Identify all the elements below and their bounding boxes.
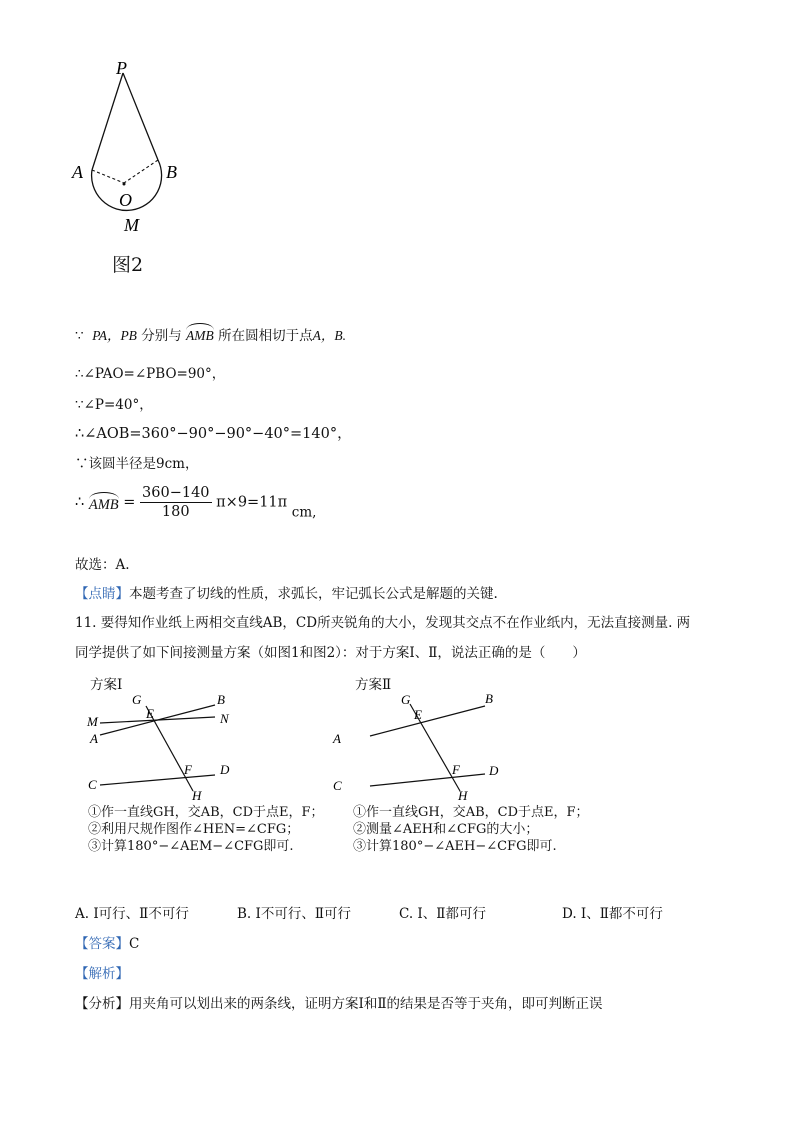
comment-tag: 【点睛】	[75, 586, 129, 602]
q11-line-2: 同学提供了如下间接测量方案（如图1和图2）：对于方案Ⅰ、Ⅱ，说法正确的是（ ）	[75, 645, 586, 661]
comment-text: 本题考查了切线的性质，求弧长，牢记弧长公式是解题的关键.	[129, 586, 498, 602]
line-CD	[100, 775, 215, 785]
p1-label-C: C	[88, 777, 97, 792]
p2-label-C: C	[333, 778, 342, 793]
p2-label-A: A	[333, 731, 341, 746]
p1-label-A: A	[90, 731, 98, 746]
option-D[interactable]: D. Ⅰ、Ⅱ都不可行	[562, 906, 663, 922]
fenxi-text: 用夹角可以划出来的两条线，证明方案Ⅰ和Ⅱ的结果是否等于夹角，即可判断正误	[129, 996, 603, 1012]
solution-line-3: ∵∠P=40°，	[75, 397, 153, 413]
solution-line-2: ∴∠PAO=∠PBO=90°，	[75, 366, 226, 382]
p1-label-G: G	[132, 692, 142, 707]
answer-line	[75, 935, 139, 953]
choice-line: 故选：A.	[75, 557, 130, 573]
p2-label-E: E	[414, 707, 422, 722]
radius-OA	[92, 170, 124, 183]
p2-label-G: G	[401, 692, 411, 707]
segment-PA	[92, 73, 123, 170]
label-O: O	[119, 190, 132, 210]
p2-label-B: B	[485, 691, 493, 706]
option-A[interactable]: A. Ⅰ可行、Ⅱ不可行	[75, 906, 189, 922]
p2-label-F: F	[452, 762, 460, 777]
fenxi-line	[75, 995, 603, 1013]
plan2-step-1: ①作一直线GH，交AB，CD于点E，F；	[353, 805, 589, 820]
answer-value: C	[129, 936, 140, 952]
option-B[interactable]: B. Ⅰ不可行、Ⅱ可行	[237, 906, 352, 922]
p1-label-M: M	[87, 714, 98, 729]
comment-line	[75, 585, 498, 603]
p1-label-E: E	[146, 706, 154, 721]
label-A: A	[72, 162, 83, 182]
label-M: M	[124, 215, 139, 235]
fraction	[140, 484, 212, 521]
p1-label-H: H	[192, 788, 202, 803]
label-B: B	[166, 162, 177, 182]
arc-AMB-symbol-2: AMB	[89, 492, 119, 514]
plan1-title: 方案Ⅰ	[90, 677, 123, 693]
analysis-tag: 【解析】	[75, 966, 129, 982]
plan2-title: 方案Ⅱ	[355, 677, 392, 693]
label-P: P	[116, 58, 127, 78]
p1-label-B: B	[217, 692, 225, 707]
plan1-step-2: ②利用尺规作图作∠HEN=∠CFG；	[88, 822, 300, 837]
p2-label-H: H	[458, 788, 468, 803]
line-MN	[100, 717, 215, 723]
plan2-figure	[325, 688, 525, 803]
plan2-step-2: ②测量∠AEH和∠CFG的大小；	[353, 822, 539, 837]
figure-2-caption: 图2	[112, 254, 144, 276]
plan1-step-3: ③计算180°−∠AEM−∠CFG即可.	[88, 839, 294, 854]
solution-line-5: ∵该圆半径是9cm，	[75, 456, 199, 472]
p2-label-D: D	[489, 763, 499, 778]
line-CD	[370, 774, 485, 786]
segment-PB	[123, 73, 158, 160]
text-fen-bie-yu: 分别与	[141, 328, 182, 344]
points-AB: A，B.	[312, 328, 346, 343]
figure-2	[60, 50, 200, 240]
plan1-figure	[80, 688, 250, 803]
p1-label-N: N	[220, 711, 229, 726]
line-AB	[370, 706, 485, 736]
therefore-symbol: ∴	[75, 494, 85, 511]
pa-pb: PA，PB	[92, 328, 137, 343]
p1-label-D: D	[220, 762, 230, 777]
equals: =	[123, 494, 136, 511]
fraction-numerator: 360−140	[142, 485, 210, 501]
solution-line-4: ∴∠AOB=360°−90°−90°−40°=140°，	[75, 426, 352, 442]
arc-AMB-symbol: AMB	[186, 323, 214, 345]
pi-times-9: π×9=11π	[216, 494, 288, 511]
fraction-denominator: 180	[161, 504, 190, 520]
fenxi-tag: 【分析】	[75, 996, 129, 1012]
q11-line-1: 11. 要得知作业纸上两相交直线AB，CD所夹锐角的大小，发现其交点不在作业纸内，无法直接测量. 两	[75, 615, 691, 631]
option-C[interactable]: C. Ⅰ、Ⅱ都可行	[399, 906, 486, 922]
radius-OB	[124, 160, 158, 183]
p1-label-F: F	[184, 762, 192, 777]
because-symbol: ∵	[75, 328, 84, 344]
plan1-step-1: ①作一直线GH，交AB，CD于点E，F；	[88, 805, 324, 820]
center-O	[123, 183, 126, 186]
answer-tag: 【答案】	[75, 936, 129, 952]
solution-line-1	[75, 323, 346, 345]
solution-line-6	[75, 484, 316, 522]
text-tangent: 所在圆相切于点	[218, 328, 313, 344]
unit-cm: cm,	[291, 504, 317, 521]
plan2-step-3: ③计算180°−∠AEH−∠CFG即可.	[353, 839, 557, 854]
